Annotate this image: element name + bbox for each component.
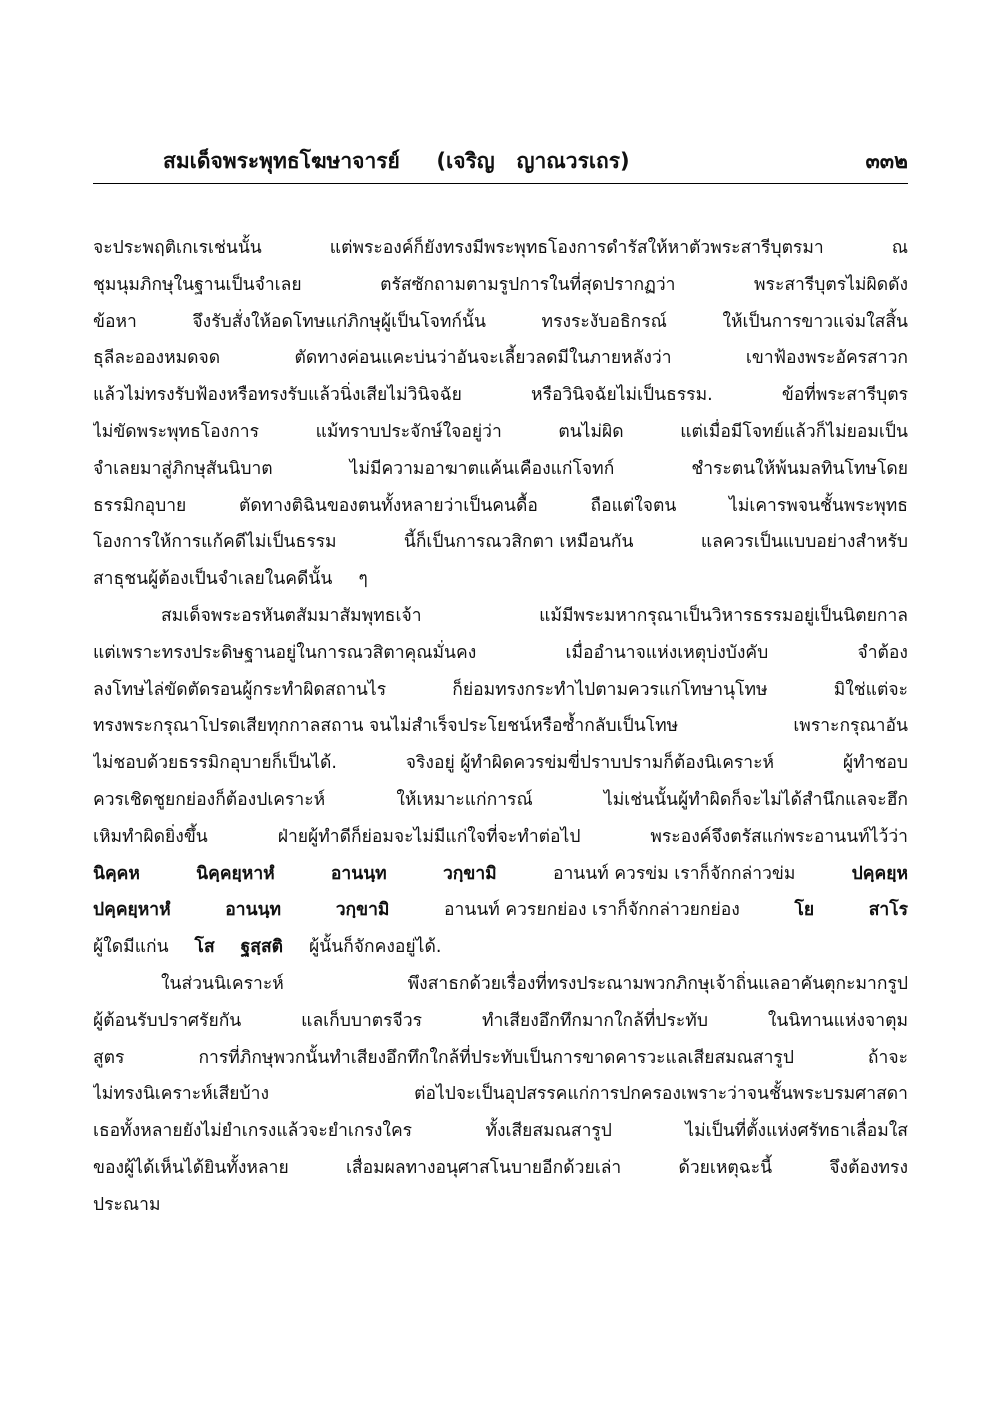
text-line	[93, 561, 908, 598]
text-line	[93, 414, 908, 451]
text-segment: มิใช่แต่จะ	[833, 679, 908, 700]
text-segment: ๆ	[358, 569, 368, 590]
text-segment: ทั้งเสียสมณสารูป	[485, 1121, 612, 1142]
text-segment: ณ	[891, 238, 908, 258]
text-segment: แต่เพราะทรงประดิษฐานอยู่ในการณวสิตาคุณมั่นคง	[93, 642, 477, 663]
text-segment: ประณาม	[93, 1194, 161, 1215]
text-segment: ไม่ขัดพระพุทธโองการ	[93, 421, 260, 442]
text-segment: จริงอยู่ ผู้ทำผิดควรข่มขี่ปราบปรามก็ต้องนิเคราะห์	[405, 753, 775, 774]
text-line	[93, 892, 908, 929]
text-segment: นี้ก็เป็นการณวสิกตา เหมือนกัน	[403, 532, 634, 553]
text-segment: แม้ทราบประจักษ์ใจอยู่ว่า	[315, 421, 502, 442]
text-segment: ทำเสียงอึกทึกมากใกล้ที่ประทับ	[481, 1010, 708, 1031]
text-segment: วกฺขามิ	[442, 863, 497, 884]
text-segment: จึงรับสั่งให้อดโทษแก่ภิกษุผู้เป็นโจทก์นั้น	[192, 311, 486, 332]
text-segment: จะประพฤติเกเรเช่นนั้น	[93, 238, 262, 258]
text-segment: แล้วไม่ทรงรับฟ้องหรือทรงรับแล้วนิ่งเสียไม่วินิจฉัย	[93, 385, 462, 406]
text-segment: ถ้าจะ	[867, 1047, 908, 1068]
text-line	[93, 635, 908, 672]
text-segment: ลงโทษไล่ขัดตัดรอนผู้กระทำผิดสถานไร	[93, 679, 387, 700]
text-segment: วกฺขามิ	[335, 900, 390, 921]
text-segment: ธุลีละอองหมดจด	[93, 348, 221, 369]
text-segment: แลเก็บบาตรจีวร	[301, 1010, 423, 1031]
text-segment: ให้เป็นการขาวแจ่มใสสิ้น	[722, 311, 908, 332]
text-line	[93, 1187, 908, 1224]
text-segment: พึงสาธกด้วยเรื่องที่ทรงประณามพวกภิกษุเจ้าถิ่นแลอาคันตุกะมากรูป	[407, 973, 908, 994]
text-segment: อานนท์ ควรยกย่อง เราก็จักกล่าวยกย่อง	[444, 900, 740, 921]
text-segment: ไม่เช่นนั้นผู้ทำผิดก็จะไม่ได้สำนึกแลจะฮึก	[603, 789, 908, 810]
text-segment: ทรงระงับอธิกรณ์	[541, 311, 667, 332]
text-segment: แม้มีพระมหากรุณาเป็นวิหารธรรมอยู่เป็นนิตยกาล	[539, 605, 908, 626]
text-segment: ทรงพระกรุณาโปรดเสียทุกกาลสถาน จนไม่สำเร็จประโยชน์หรือซ้ำกลับเป็นโทษ	[93, 716, 679, 737]
paragraph	[93, 598, 908, 966]
text-segment: พระองค์จึงตรัสแก่พระอานนท์ไว้ว่า	[650, 826, 908, 847]
text-line	[93, 488, 908, 525]
text-segment: โย	[794, 900, 815, 921]
text-segment: ผู้ใดมีแก่น	[93, 937, 169, 958]
page-number: ๓๓๒	[865, 149, 908, 173]
text-line	[93, 745, 908, 782]
text-segment: โส	[194, 937, 215, 958]
text-line	[93, 304, 908, 341]
text-segment: นิคฺคห	[93, 863, 140, 884]
text-segment: เมื่ออำนาจแห่งเหตุบ่งบังคับ	[565, 642, 769, 663]
text-line	[93, 1113, 908, 1150]
text-line	[93, 1150, 908, 1187]
text-segment: ก็ย่อมทรงกระทำไปตามควรแก่โทษานุโทษ	[452, 679, 768, 700]
text-segment: นิคฺคยฺหาหํ	[196, 863, 275, 884]
text-line	[93, 377, 908, 414]
text-segment: อานนฺท	[225, 900, 282, 921]
paragraph	[93, 230, 908, 598]
text-segment: การที่ภิกษุพวกนั้นทำเสียงอึกทึกใกล้ที่ประทับเป็นการขาดคารวะแลเสียสมณสารูป	[198, 1047, 794, 1068]
text-segment: จำต้อง	[857, 642, 908, 663]
text-segment: ไม่เป็นที่ตั้งแห่งศรัทธาเลื่อมใส	[685, 1121, 908, 1142]
paragraph	[93, 966, 908, 1224]
text-segment: ไม่ชอบด้วยธรรมิกอุบายก็เป็นได้.	[93, 753, 337, 774]
text-segment: ตนไม่ผิด	[558, 421, 624, 442]
text-segment: เธอทั้งหลายยังไม่ยำเกรงแล้วจะยำเกรงใคร	[93, 1121, 413, 1142]
text-line	[93, 451, 908, 488]
text-segment: หรือวินิจฉัยไม่เป็นธรรม.	[531, 385, 713, 406]
body-text	[93, 230, 908, 1224]
text-segment: ผู้ทำชอบ	[842, 753, 908, 774]
text-segment: สูตร	[93, 1047, 125, 1068]
page-header	[93, 143, 908, 184]
text-line	[93, 230, 908, 267]
text-segment: พระสารีบุตรไม่ผิดดัง	[754, 274, 908, 295]
text-segment: จำเลยมาสู่ภิกษุสันนิบาต	[93, 458, 273, 479]
text-segment: เพราะกรุณาอัน	[793, 716, 908, 737]
text-segment: ของผู้ได้เห็นได้ยินทั้งหลาย	[93, 1157, 289, 1178]
text-line	[93, 1003, 908, 1040]
text-line	[93, 856, 908, 893]
text-line	[93, 708, 908, 745]
text-segment: ตัดทางติฉินของตนทั้งหลายว่าเป็นคนดื้อ	[238, 495, 538, 516]
text-segment: ปคฺคยฺห	[851, 863, 908, 884]
text-line	[93, 1040, 908, 1077]
text-line	[93, 598, 908, 635]
text-segment: ไม่เคารพจนชั้นพระพุทธ	[729, 495, 908, 516]
text-segment: ฐสฺสติ	[240, 937, 284, 958]
text-segment: ไม่ทรงนิเคราะห์เสียบ้าง	[93, 1084, 270, 1105]
text-line	[93, 340, 908, 377]
text-segment: โองการให้การแก้คดีไม่เป็นธรรม	[93, 532, 337, 553]
text-segment: สมเด็จพระอรหันตสัมมาสัมพุทธเจ้า	[161, 605, 422, 626]
text-segment: ชุมนุมภิกษุในฐานเป็นจำเลย	[93, 274, 302, 295]
text-segment: เขาฟ้องพระอัครสาวก	[745, 348, 908, 369]
text-segment: ในส่วนนิเคราะห์	[161, 973, 284, 994]
text-segment: ให้เหมาะแก่การณ์	[396, 789, 533, 810]
text-segment: ด้วยเหตุฉะนี้	[678, 1157, 773, 1178]
text-segment: ในนิทานแห่งจาตุม	[767, 1010, 908, 1031]
text-line	[93, 782, 908, 819]
text-segment: ควรเชิดชูยกย่องก็ต้องปเคราะห์	[93, 789, 326, 810]
text-line	[93, 929, 908, 966]
header-title: สมเด็จพระพุทธโฆษาจารย์ (เจริญ ญาณวรเถร)	[163, 149, 630, 173]
text-line	[93, 672, 908, 709]
text-segment: อานนฺท	[330, 863, 387, 884]
text-segment: จึงต้องทรง	[829, 1157, 908, 1178]
text-line	[93, 819, 908, 856]
text-segment: ถือแต่ใจตน	[590, 495, 677, 516]
text-segment: แลควรเป็นแบบอย่างสำหรับ	[700, 532, 908, 553]
text-segment: ข้อที่พระสารีบุตร	[781, 385, 908, 406]
text-segment: ธรรมิกอุบาย	[93, 495, 187, 516]
text-segment: ผู้ต้อนรับปราศรัยกัน	[93, 1010, 242, 1031]
text-segment: แต่เมื่อมีโจทย์แล้วก็ไม่ยอมเป็น	[680, 421, 908, 442]
text-line	[93, 267, 908, 304]
text-segment: สาโร	[868, 900, 908, 921]
text-segment: สาธุชนผู้ต้องเป็นจำเลยในคดีนั้น	[93, 569, 333, 590]
text-segment: ตัดทางค่อนแคะบ่นว่าอันจะเลี้ยวลดมีในภายหลังว่า	[294, 348, 672, 369]
text-line	[93, 524, 908, 561]
text-segment: เหิมทำผิดยิ่งขึ้น	[93, 826, 208, 847]
text-segment: ไม่มีความอาฆาตแค้นเคืองแก่โจทก์	[349, 458, 615, 479]
text-segment: แต่พระองค์ก็ยังทรงมีพระพุทธโองการดำรัสให้หาตัวพระสารีบุตรมา	[329, 238, 824, 258]
text-line	[93, 966, 908, 1003]
text-segment: ฝ่ายผู้ทำดีก็ย่อมจะไม่มีแก่ใจที่จะทำต่อไป	[277, 826, 581, 847]
text-segment: เสื่อมผลทางอนุศาสโนบายอีกด้วยเล่า	[345, 1157, 622, 1178]
text-segment: อานนท์ ควรข่ม เราก็จักกล่าวข่ม	[552, 863, 796, 884]
text-segment: ตรัสซักถามตามรูปการในที่สุดปรากฏว่า	[380, 274, 676, 295]
text-segment: ข้อหา	[93, 311, 137, 332]
text-segment: ปคฺคยฺหาหํ	[93, 900, 171, 921]
text-segment: ชำระตนให้พ้นมลทินโทษโดย	[691, 458, 908, 479]
text-segment: ผู้นั้นก็จักคงอยู่ได้.	[309, 937, 442, 958]
text-line	[93, 1076, 908, 1113]
text-segment: ต่อไปจะเป็นอุปสรรคแก่การปกครองเพราะว่าจนชั้นพระบรมศาสดา	[414, 1084, 908, 1105]
